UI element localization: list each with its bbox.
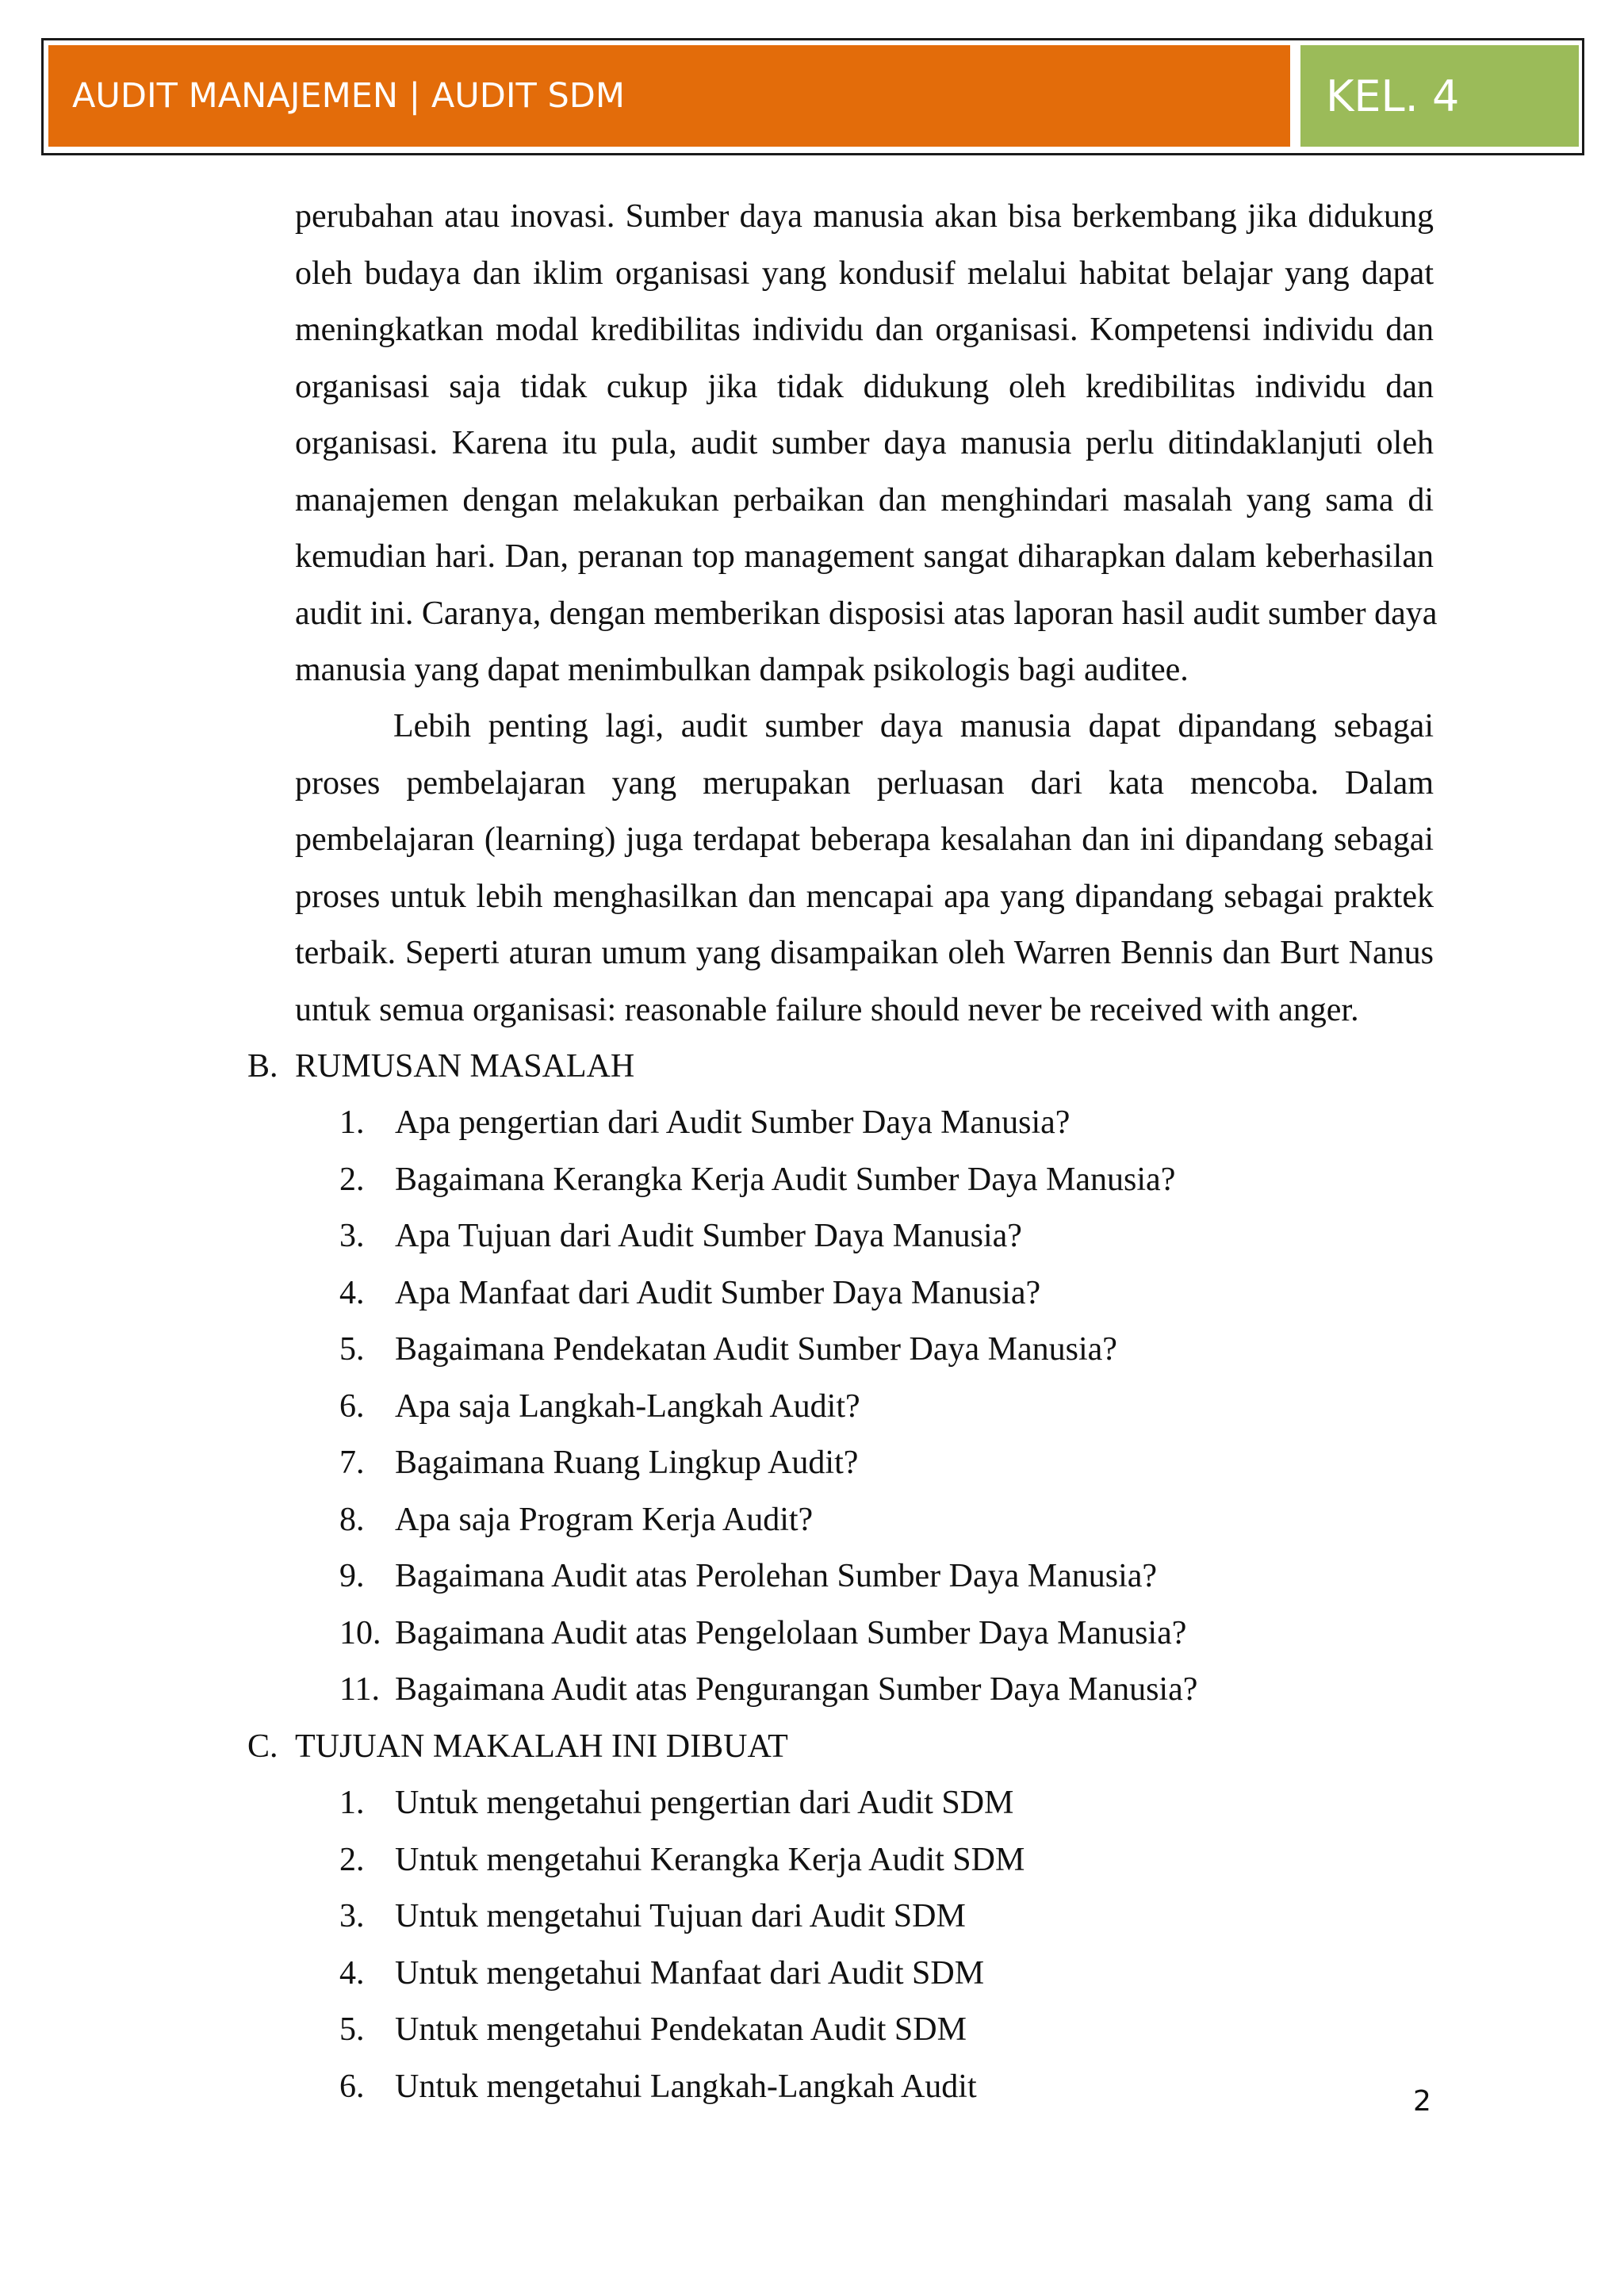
list-number: 5. [339,2011,365,2048]
list-number: 6. [339,1388,365,1425]
paragraph-line: manusia yang dapat menimbulkan dampak psikologis bagi auditee. [295,652,1189,688]
list-item [339,1379,860,1436]
section-title: RUMUSAN MASALAH [295,1048,635,1085]
list-number: 9. [339,1558,365,1594]
list-text: Untuk mengetahui Manfaat dari Audit SDM [395,1955,985,1992]
list-text: Bagaimana Audit atas Perolehan Sumber Daya Manusia? [395,1558,1158,1594]
list-item [339,1208,1022,1265]
list-number: 6. [339,2068,365,2105]
list-item [339,1946,984,2003]
header-group-banner [1300,45,1579,147]
list-text: Bagaimana Ruang Lingkup Audit? [395,1445,859,1481]
list-item [339,2002,967,2059]
list-text: Apa Tujuan dari Audit Sumber Daya Manusia? [395,1218,1022,1254]
list-text: Bagaimana Pendekatan Audit Sumber Daya Manusia? [395,1331,1117,1368]
list-text: Apa saja Langkah-Langkah Audit? [395,1388,860,1425]
list-item [339,1095,1070,1152]
list-text: Apa pengertian dari Audit Sumber Daya Manusia? [395,1104,1071,1141]
list-text: Untuk mengetahui Kerangka Kerja Audit SDM [395,1842,1025,1878]
list-number: 2. [339,1161,365,1198]
list-text: Untuk mengetahui Pendekatan Audit SDM [395,2011,967,2048]
list-number: 1. [339,1785,365,1821]
list-number: 8. [339,1502,365,1538]
section-letter: C. [247,1728,278,1765]
paragraph-line: organisasi. Karena itu pula, audit sumber daya manusia perlu ditindaklanjuti oleh [295,425,1434,461]
paragraph-line: audit ini. Caranya, dengan memberikan disposisi atas laporan hasil audit sumber daya [295,595,1438,632]
list-item [339,1265,1040,1322]
list-item [339,1322,1117,1379]
list-number: 1. [339,1104,365,1141]
section-c-heading [247,1719,788,1776]
header-title-banner [48,45,1290,147]
paragraph-line: perubahan atau inovasi. Sumber daya manusia akan bisa berkembang jika didukung [295,198,1434,235]
paragraph-line: kemudian hari. Dan, peranan top management sangat diharapkan dalam keberhasilan [295,538,1434,575]
paragraph-line: Lebih penting lagi, audit sumber daya manusia dapat dipandang sebagai [393,708,1434,744]
list-text: Untuk mengetahui pengertian dari Audit SDM [395,1785,1014,1821]
list-number: 11. [339,1671,380,1708]
list-item [339,1152,1175,1209]
list-number: 3. [339,1898,365,1934]
list-number: 3. [339,1218,365,1254]
list-text: Bagaimana Audit atas Pengurangan Sumber Daya Manusia? [395,1671,1198,1708]
list-item [339,1832,1025,1889]
list-number: 2. [339,1842,365,1878]
list-item [339,1775,1013,1832]
list-item [339,1888,966,1946]
paragraph-line: oleh budaya dan iklim organisasi yang kondusif melalui habitat belajar yang dapat [295,254,1434,292]
header-title: AUDIT MANAJEMEN | AUDIT SDM [72,76,625,116]
header-group-label: KEL. 4 [1326,71,1460,121]
paragraph-line: manajemen dengan melakukan perbaikan dan menghindari masalah yang sama di [295,481,1434,519]
list-number: 4. [339,1955,365,1992]
paragraph-line: terbaik. Seperti aturan umum yang disampaikan oleh Warren Bennis dan Burt Nanus [295,935,1434,971]
paragraph-line: pembelajaran (learning) juga terdapat beberapa kesalahan dan ini dipandang sebagai [295,821,1434,858]
list-number: 7. [339,1445,365,1481]
paragraph-line: proses untuk lebih menghasilkan dan mencapai apa yang dipandang sebagai praktek [295,878,1434,915]
paragraph-1-lines [295,189,1438,699]
list-number: 10. [339,1615,381,1651]
list-item [339,1662,1197,1719]
section-title: TUJUAN MAKALAH INI DIBUAT [295,1728,788,1765]
list-item [339,2059,977,2116]
list-text: Untuk mengetahui Tujuan dari Audit SDM [395,1898,966,1934]
list-item [339,1548,1157,1605]
paragraph-line: meningkatkan modal kredibilitas individu dan organisasi. Kompetensi individu dan [295,312,1434,348]
section-letter: B. [247,1048,278,1085]
list-item [339,1492,813,1549]
list-text: Apa saja Program Kerja Audit? [395,1502,814,1538]
list-text: Untuk mengetahui Langkah-Langkah Audit [395,2068,977,2105]
paragraph-line: organisasi saja tidak cukup jika tidak didukung oleh kredibilitas individu dan [295,368,1434,405]
list-number: 5. [339,1331,365,1368]
page-number: 2 [1413,2085,1431,2118]
paragraph-line: untuk semua organisasi: reasonable failure should never be received with anger. [295,991,1359,1028]
section-b-heading [247,1039,634,1096]
list-item [339,1435,858,1492]
list-text: Apa Manfaat dari Audit Sumber Daya Manusia? [395,1275,1041,1311]
paragraph-line: proses pembelajaran yang merupakan perluasan dari kata mencoba. Dalam [295,764,1434,802]
paragraph-2-lines [295,698,1434,1039]
list-number: 4. [339,1275,365,1311]
list-text: Bagaimana Kerangka Kerja Audit Sumber Daya Manusia? [395,1161,1176,1198]
list-item [339,1605,1186,1663]
list-text: Bagaimana Audit atas Pengelolaan Sumber Daya Manusia? [395,1615,1187,1651]
